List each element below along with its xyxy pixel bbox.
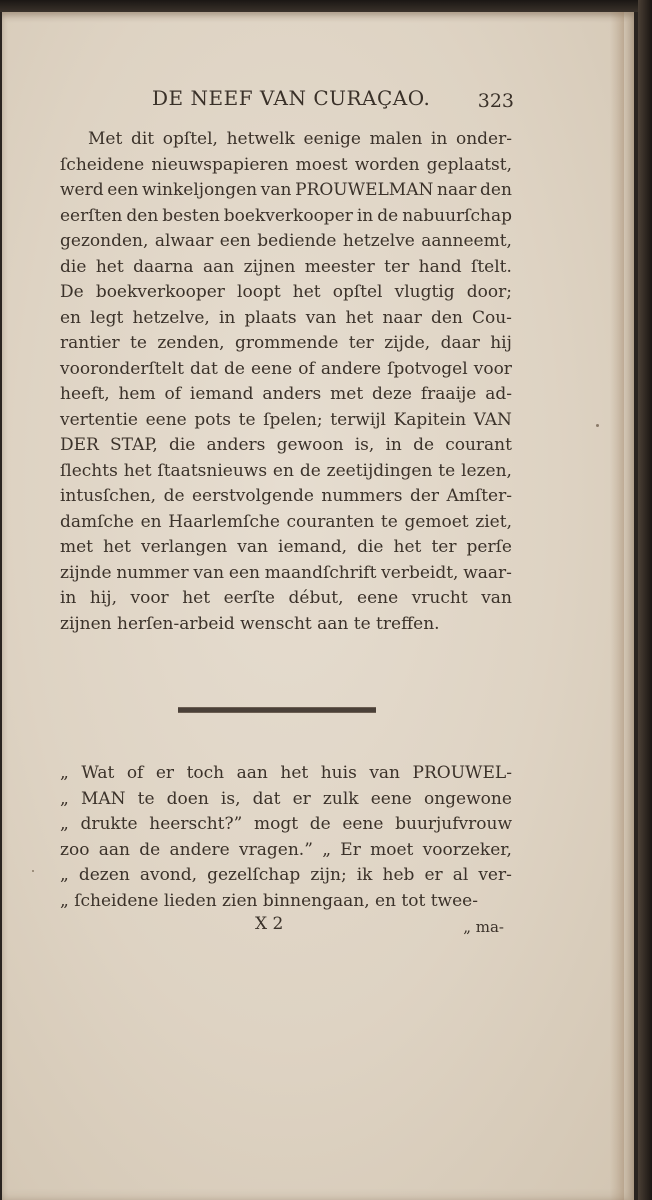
page-number: 323: [477, 90, 514, 112]
text-line: ſcheidene nieuwspapieren moest worden geplaatst,: [60, 154, 512, 175]
text-line: gezonden, alwaar een bediende hetzelve aanneemt,: [60, 231, 512, 251]
scan-border-top: [0, 0, 652, 12]
text-line: Met dit opſtel, hetwelk eenige malen in onder-: [88, 129, 512, 149]
text-line: met het verlangen van iemand, die het ter perſe: [60, 537, 512, 557]
text-line: intusſchen, de eerstvolgende nummers der Amſter-: [60, 486, 512, 506]
text-line: ſlechts het ſtaatsnieuws en de zeetijdingen te lezen,: [60, 460, 512, 481]
section-divider-rule: [178, 707, 376, 713]
text-line: zijnde nummer van een maandſchrift verbeidt, waar-: [60, 562, 512, 583]
text-line: vooronderſtelt dat de eene of andere ſpotvogel voor: [60, 358, 512, 379]
text-line: zijnen herſen-arbeid wenscht aan te treffen.: [60, 613, 440, 634]
dialogue-line: „ dezen avond, gezelſchap zijn; ik heb er al ver-: [60, 865, 512, 885]
running-title: DE NEEF VAN CURAÇAO.: [152, 86, 431, 110]
paper-speck: [32, 870, 34, 872]
text-line: rantier te zenden, grommende ter zijde, daar hij: [60, 333, 512, 353]
text-line: werd een winkeljongen van PROUWELMAN naar den: [60, 180, 512, 200]
dialogue-line: „ ſcheidene lieden zien binnengaan, en tot twee-: [60, 890, 478, 911]
dialogue-line: zoo aan de andere vragen.” „ Er moet voorzeker,: [60, 839, 512, 860]
paper-speck: [596, 424, 599, 427]
dialogue-line: „ Wat of er toch aan het huis van PROUWEL-: [60, 763, 512, 783]
text-line: DER STAP, die anders gewoon is, in de courant: [60, 435, 512, 455]
text-line: heeft, hem of iemand anders met deze fraaije ad-: [60, 384, 512, 404]
dialogue-paragraph: [60, 760, 512, 913]
text-line: De boekverkooper loopt het opſtel vlugtig door;: [60, 282, 512, 302]
text-line: eerſten den besten boekverkooper in de nabuurſchap: [60, 205, 512, 226]
page-header: [60, 80, 512, 116]
dialogue-line: „ MAN te doen is, dat er zulk eene ongewone: [60, 788, 512, 809]
scan-border-right: [638, 0, 652, 1200]
text-line: vertentie eene pots te ſpelen; terwijl Kapitein VAN: [60, 409, 512, 430]
page-footer: [60, 914, 512, 942]
text-line: in hij, voor het eerſte début, eene vrucht van: [60, 588, 512, 608]
text-line: die het daarna aan zijnen meester ter hand ſtelt.: [60, 256, 512, 277]
dialogue-line: „ drukte heerscht?” mogt de eene buurjufvrouw: [60, 814, 512, 834]
catchword: „ ma-: [463, 918, 504, 936]
main-paragraph: [60, 127, 512, 637]
text-line: damſche en Haarlemſche couranten te gemoet ziet,: [60, 511, 512, 532]
text-line: en legt hetzelve, in plaats van het naar den Cou-: [60, 307, 512, 328]
page-edge-shadow: [610, 12, 624, 1200]
signature-mark: X 2: [255, 914, 284, 934]
